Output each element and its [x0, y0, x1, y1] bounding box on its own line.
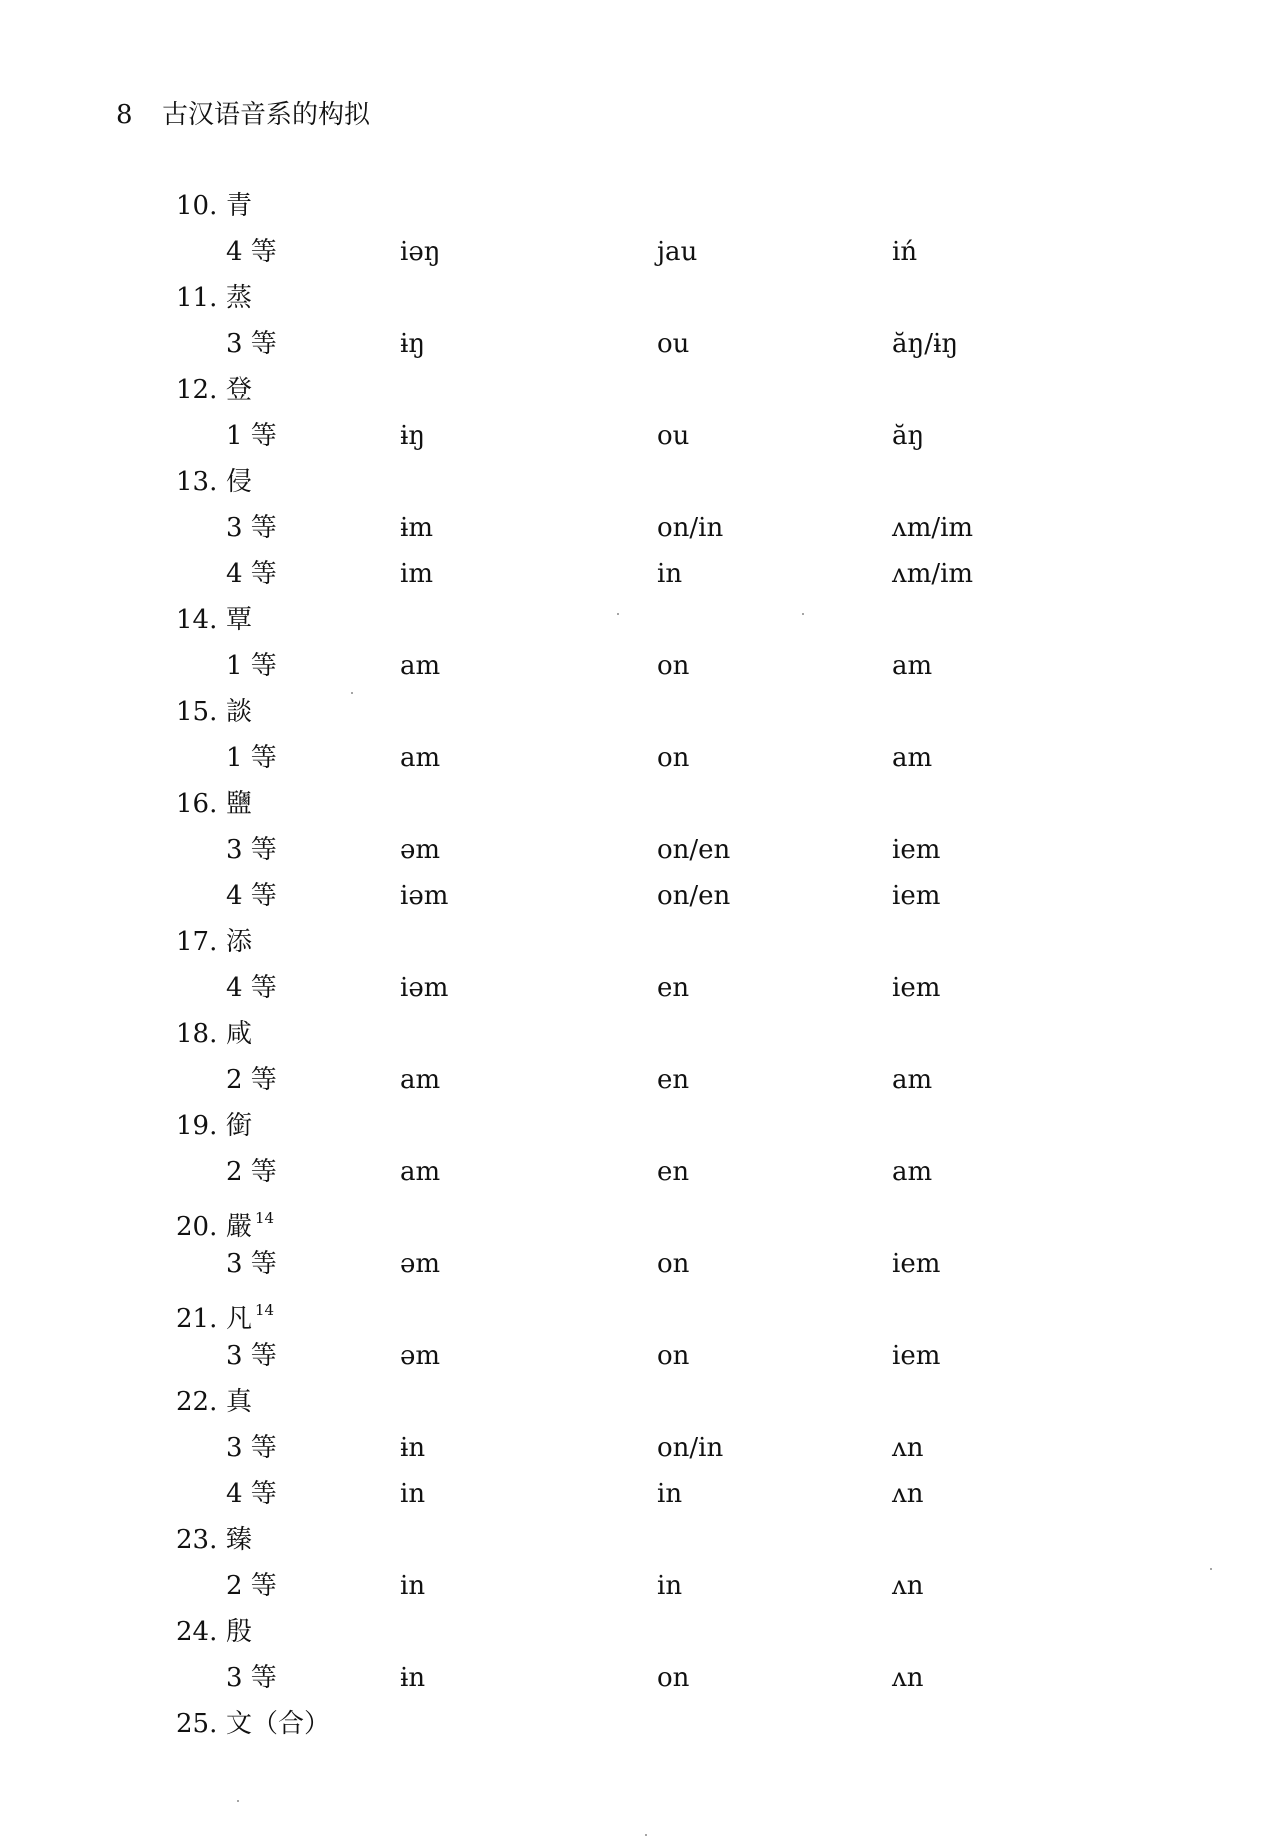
- reflex-cell: iem: [892, 835, 941, 865]
- scan-speck: [351, 692, 353, 694]
- group-title: [176, 183, 1076, 229]
- rhyme-name: 侵: [226, 467, 253, 497]
- division-label: 3 等: [226, 329, 277, 359]
- group-number: 25.: [176, 1709, 218, 1739]
- rhyme-name: 鹽: [226, 789, 253, 819]
- reflex-cell: on/in: [657, 1433, 724, 1463]
- table-row: [176, 1471, 1076, 1517]
- reconstruction-cell: iəŋ: [400, 237, 441, 267]
- rhyme-name: 覃: [226, 605, 253, 635]
- division-label: 4 等: [226, 559, 277, 589]
- table-row: [176, 505, 1076, 551]
- rhyme-name: 文（合）: [226, 1709, 331, 1739]
- division-label: 3 等: [226, 835, 277, 865]
- group-title: [176, 597, 1076, 643]
- group-title: [176, 459, 1076, 505]
- scan-speck: [617, 613, 619, 615]
- reflex-cell: in: [657, 559, 683, 589]
- table-row: [176, 735, 1076, 781]
- scan-speck: [237, 1800, 239, 1802]
- table-row: [176, 1425, 1076, 1471]
- reflex-cell: iń: [892, 237, 918, 267]
- table-row: [176, 229, 1076, 275]
- division-label: 3 等: [226, 1341, 277, 1371]
- reflex-cell: ou: [657, 421, 690, 451]
- reflex-cell: iem: [892, 881, 941, 911]
- division-label: 3 等: [226, 1433, 277, 1463]
- reflex-cell: ʌn: [892, 1663, 924, 1693]
- rhyme-name: 真: [226, 1387, 253, 1417]
- reconstruction-cell: im: [400, 559, 433, 589]
- table-row: [176, 1563, 1076, 1609]
- reflex-cell: ʌn: [892, 1571, 924, 1601]
- division-label: 4 等: [226, 973, 277, 1003]
- group-number: 17.: [176, 927, 218, 957]
- group-title: [176, 1195, 1076, 1241]
- division-label: 1 等: [226, 743, 277, 773]
- reflex-cell: in: [657, 1571, 683, 1601]
- reflex-cell: ʌn: [892, 1479, 924, 1509]
- group-title: [176, 689, 1076, 735]
- group-title: [176, 275, 1076, 321]
- reconstruction-cell: iəm: [400, 881, 449, 911]
- reflex-cell: ʌn: [892, 1433, 924, 1463]
- group-number: 13.: [176, 467, 218, 497]
- reconstruction-cell: am: [400, 1065, 441, 1095]
- group-number: 11.: [176, 283, 218, 313]
- reflex-cell: ou: [657, 329, 690, 359]
- reflex-cell: on/in: [657, 513, 724, 543]
- reconstruction-cell: əm: [400, 1341, 441, 1371]
- reflex-cell: on: [657, 651, 690, 681]
- reflex-cell: en: [657, 1157, 690, 1187]
- reconstruction-cell: ɨŋ: [400, 421, 426, 451]
- group-number: 24.: [176, 1617, 218, 1647]
- reconstruction-cell: əm: [400, 835, 441, 865]
- group-number: 18.: [176, 1019, 218, 1049]
- division-label: 4 等: [226, 237, 277, 267]
- group-title: [176, 1609, 1076, 1655]
- reflex-cell: am: [892, 743, 933, 773]
- reflex-cell: ʌm/im: [892, 559, 974, 589]
- group-number: 22.: [176, 1387, 218, 1417]
- group-number: 23.: [176, 1525, 218, 1555]
- reconstruction-cell: am: [400, 743, 441, 773]
- group-title: [176, 1701, 1076, 1747]
- footnote-marker: 14: [255, 1301, 275, 1319]
- page-header: [116, 100, 370, 130]
- reconstruction-cell: am: [400, 1157, 441, 1187]
- group-title: [176, 1517, 1076, 1563]
- reflex-cell: on: [657, 1663, 690, 1693]
- reflex-cell: iem: [892, 1249, 941, 1279]
- group-title: [176, 1103, 1076, 1149]
- group-number: 14.: [176, 605, 218, 635]
- table-row: [176, 1149, 1076, 1195]
- group-number: 15.: [176, 697, 218, 727]
- reconstruction-cell: əm: [400, 1249, 441, 1279]
- reflex-cell: in: [657, 1479, 683, 1509]
- rhyme-name: 殷: [226, 1617, 253, 1647]
- group-title: [176, 781, 1076, 827]
- division-label: 3 等: [226, 1249, 277, 1279]
- rhyme-name: 談: [226, 697, 253, 727]
- table-row: [176, 413, 1076, 459]
- rhyme-name: 登: [226, 375, 253, 405]
- group-title: [176, 1011, 1076, 1057]
- group-number: 21.: [176, 1304, 218, 1334]
- chapter-title: 古汉语音系的构拟: [162, 100, 371, 130]
- reflex-cell: on: [657, 1341, 690, 1371]
- scan-speck: [802, 613, 804, 615]
- table-row: [176, 1655, 1076, 1701]
- table-row: [176, 873, 1076, 919]
- scan-speck: [645, 1834, 647, 1836]
- reflex-cell: iem: [892, 1341, 941, 1371]
- rhyme-table: [176, 183, 1076, 1747]
- reflex-cell: jau: [657, 237, 698, 267]
- group-title: [176, 1379, 1076, 1425]
- rhyme-name: 咸: [226, 1019, 253, 1049]
- reflex-cell: ʌm/im: [892, 513, 974, 543]
- reflex-cell: on/en: [657, 835, 731, 865]
- reconstruction-cell: ɨm: [400, 513, 433, 543]
- rhyme-name: 銜: [226, 1111, 253, 1141]
- division-label: 1 等: [226, 651, 277, 681]
- reconstruction-cell: ɨŋ: [400, 329, 426, 359]
- division-label: 4 等: [226, 1479, 277, 1509]
- reconstruction-cell: ɨn: [400, 1663, 426, 1693]
- reflex-cell: en: [657, 1065, 690, 1095]
- table-row: [176, 321, 1076, 367]
- rhyme-name: 嚴: [226, 1212, 253, 1242]
- reflex-cell: on: [657, 743, 690, 773]
- footnote-marker: 14: [255, 1209, 275, 1227]
- group-number: 20.: [176, 1212, 218, 1242]
- division-label: 2 等: [226, 1571, 277, 1601]
- division-label: 2 等: [226, 1157, 277, 1187]
- group-number: 19.: [176, 1111, 218, 1141]
- table-row: [176, 965, 1076, 1011]
- table-row: [176, 827, 1076, 873]
- rhyme-name: 添: [226, 927, 253, 957]
- table-row: [176, 551, 1076, 597]
- reflex-cell: am: [892, 651, 933, 681]
- reflex-cell: am: [892, 1065, 933, 1095]
- group-number: 16.: [176, 789, 218, 819]
- reflex-cell: on: [657, 1249, 690, 1279]
- division-label: 1 等: [226, 421, 277, 451]
- reconstruction-cell: am: [400, 651, 441, 681]
- table-row: [176, 1333, 1076, 1379]
- page-number: 8: [116, 100, 133, 130]
- reflex-cell: en: [657, 973, 690, 1003]
- rhyme-name: 青: [226, 191, 253, 221]
- reconstruction-cell: in: [400, 1571, 426, 1601]
- group-number: 12.: [176, 375, 218, 405]
- scan-speck: [1210, 1568, 1212, 1570]
- group-title: [176, 1287, 1076, 1333]
- reconstruction-cell: in: [400, 1479, 426, 1509]
- division-label: 3 等: [226, 513, 277, 543]
- rhyme-name: 凡: [226, 1304, 253, 1334]
- division-label: 2 等: [226, 1065, 277, 1095]
- group-number: 10.: [176, 191, 218, 221]
- group-title: [176, 919, 1076, 965]
- table-row: [176, 643, 1076, 689]
- reconstruction-cell: iəm: [400, 973, 449, 1003]
- reflex-cell: am: [892, 1157, 933, 1187]
- rhyme-name: 蒸: [226, 283, 253, 313]
- division-label: 3 等: [226, 1663, 277, 1693]
- rhyme-name: 臻: [226, 1525, 253, 1555]
- table-row: [176, 1057, 1076, 1103]
- reconstruction-cell: ɨn: [400, 1433, 426, 1463]
- reflex-cell: ăŋ/ɨŋ: [892, 329, 959, 359]
- table-row: [176, 1241, 1076, 1287]
- reflex-cell: ăŋ: [892, 421, 925, 451]
- division-label: 4 等: [226, 881, 277, 911]
- reflex-cell: iem: [892, 973, 941, 1003]
- reflex-cell: on/en: [657, 881, 731, 911]
- group-title: [176, 367, 1076, 413]
